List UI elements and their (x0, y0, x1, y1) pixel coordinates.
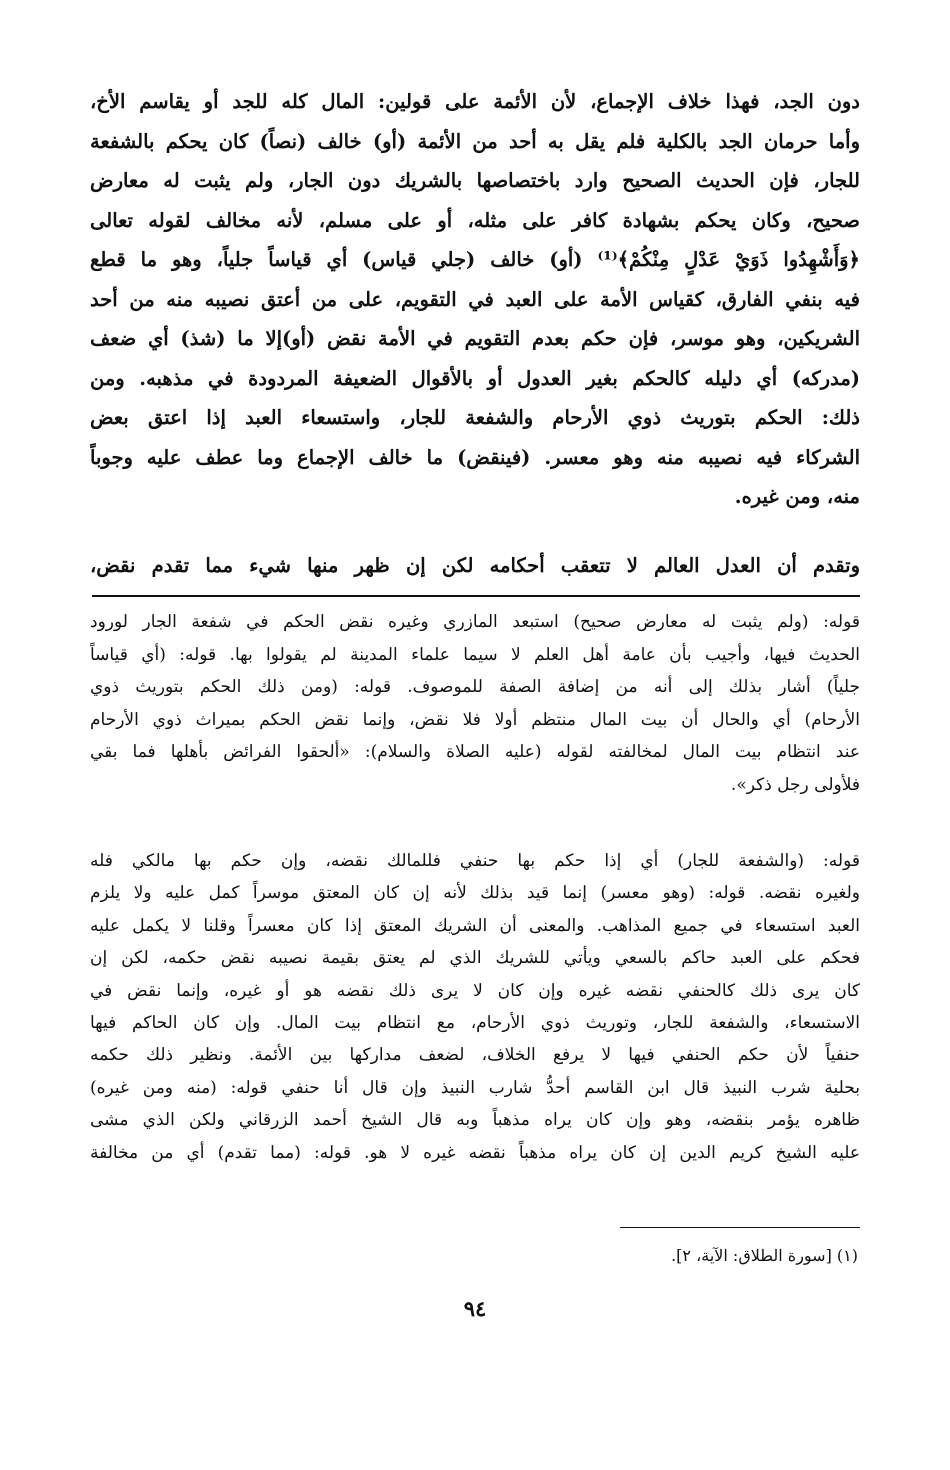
commentary-2-line-2: ولغيره نقضه. قوله: (وهو معسر) إنما قيد بذلك لأنه إن كان المعتق موسراً كمل عليه ولا يلزم (90, 883, 860, 904)
commentary-1-line-4: الأرحام) أي والحال أن بيت المال منتظم أولا فلا نقض، وإنما نقض الحكم بميراث ذوي الأرحام (90, 709, 860, 730)
commentary-2-line-3: العبد استسعاء في جميع المذاهب. والمعنى أن الشريك المعتق إذا كان معسراً وقلنا لا يكمل عليه (90, 915, 860, 936)
main-line-3: للجار، فإن الحديث الصحيح وارد باختصاصها بالشريك دون الجار، ولم يثبت له معارض (90, 169, 860, 192)
continuation-text (90, 548, 860, 584)
commentary-2-line-1: قوله: (والشفعة للجار) أي إذا حكم بها حنفي فللمالك نقضه، وإن حكم بها مالكي فله (90, 851, 860, 871)
commentary-2-line-9: ظاهره يؤمر بنقضه، وهو وإن كان يراه مذهباً وبه قال الشيخ أحمد الزرقاني ولكن الذي مشى (90, 1110, 860, 1131)
commentary-2-line-5: كان يرى ذلك كالحنفي نقضه غيره وإن كان لا يرى ذلك نقضه هو أو غيره، وإنما نقض في (90, 980, 860, 1001)
commentary-1-line-3: جلياً) أشار بذلك إلى أنه من إضافة الصفة للموصوف. قوله: (ومن ذلك الحكم بتوريث ذوي (90, 677, 860, 697)
commentary-paragraph-1 (90, 606, 860, 801)
main-line-5: ﴿وَأَشْهِدُوا ذَوَيْ عَدْلٍ مِنْكُمْ﴾⁽¹⁾ (أو) خالف (جلي قياس) أي قياساً جلياً، وهو ما قطع (90, 248, 860, 271)
page-number: ٩٤ (463, 1296, 487, 1321)
main-line-7: الشريكين، وهو موسر، فإن حكم بعدم التقويم في الأمة نقض (أو)إلا ما (شذ) أي ضعف (90, 327, 860, 350)
main-text-divider (92, 595, 860, 597)
commentary-1-line-6: فلأولى رجل ذكر». (730, 774, 860, 795)
main-line-4: صحيح، وكان يحكم بشهادة كافر على مثله، أو على مسلم، لأنه مخالف لقوله تعالى (90, 208, 860, 232)
commentary-2-line-8: بحلية شرب النبيذ قال ابن القاسم أحدُّ شارب النبيذ وإن قال أنا حنفي قوله: (منه ومن غيره) (90, 1077, 860, 1098)
commentary-2-line-7: حنفياً لأن حكم الحنفي فيها لا يرفع الخلاف، لضعف مداركها بين الأئمة. ونظير ذلك حكمه (90, 1045, 860, 1066)
main-text (90, 82, 860, 517)
main-line-10: الشركاء فيه نصيبه منه وهو معسر. (فينقض) ما خالف الإجماع وما عطف عليه وجوباً (90, 445, 860, 469)
commentary-1-line-1: قوله: (ولم يثبت له معارض صحيح) استبعد المازري وغيره نقض الحكم في شفعة الجار لورود (90, 612, 860, 632)
main-line-6: فيه بنفي الفارق، كقياس الأمة على العبد في التقويم، على من أعتق نصيبه منه من أحد (90, 287, 860, 311)
continuation-line: وتقدم أن العدل العالم لا تتعقب أحكامه لكن إن ظهر منها شيء مما تقدم نقض، (90, 554, 860, 577)
commentary-2-line-4: فحكم على العبد حاكم بالسعي ويأتي للشريك الذي لم يعتق بقيمة نصيبه نقض حكمه، لكن إن (90, 948, 860, 969)
main-line-1: دون الجد، فهذا خلاف الإجماع، لأن الأئمة على قولين: المال كله للجد أو يقاسم الأخ، (90, 90, 860, 113)
commentary-1-line-2: الحديث فيها، وأجيب بأن عامة أهل العلم لا سيما علماء المدينة لم يقولوا بها. قوله: (أي قياساً (90, 644, 860, 665)
main-line-2: وأما حرمان الجد بالكلية فلم يقل به أحد من الأئمة (أو) خالف (نصاً) كان يحكم بالشفعة (90, 129, 860, 153)
main-line-8: (مدركه) أي دليله كالحكم بغير العدول أو بالأقوال الضعيفة المردودة في مذهبه. ومن (90, 366, 860, 390)
commentary-paragraph-2 (90, 845, 860, 1169)
commentary-2-line-10: عليه الشيخ كريم الدين إن كان يراه مذهباً نقضه غيره لا هو. قوله: (مما تقدم) أي من مخالفة (90, 1142, 860, 1163)
footnote: (١) [سورة الطلاق: الآية، ٢]. (671, 1246, 858, 1265)
footnote-divider (620, 1227, 860, 1228)
commentary-1-line-5: عند انتظام بيت المال لمخالفته لقوله (عليه الصلاة والسلام): «ألحقوا الفرائض بأهلها فما بقي (90, 742, 860, 762)
commentary-2-line-6: الاستسعاء، والشفعة للجار، وتوريث ذوي الأرحام، مع انتظام بيت المال. وإن كان الحاكم فيها (90, 1013, 860, 1034)
main-line-11: منه، ومن غيره. (734, 485, 860, 508)
main-line-9: ذلك: الحكم بتوريث ذوي الأرحام والشفعة للجار، واستسعاء العبد إذا اعتق بعض (90, 406, 860, 429)
